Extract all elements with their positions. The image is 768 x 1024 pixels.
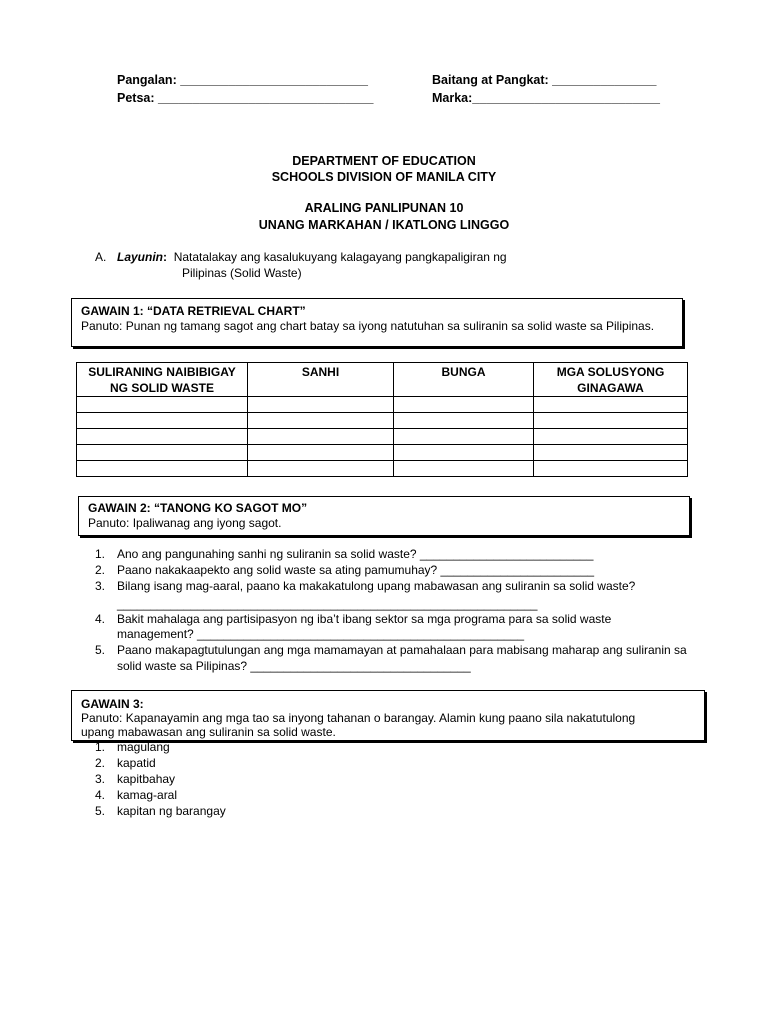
- layunin-letter: A.: [95, 250, 107, 264]
- table-cell[interactable]: [394, 413, 534, 429]
- question-3-answer-line[interactable]: _______________________________________________________________: [117, 597, 538, 611]
- table-cell[interactable]: [77, 429, 248, 445]
- table-cell[interactable]: [394, 445, 534, 461]
- table-cell[interactable]: [77, 413, 248, 429]
- question-1: Ano ang pangunahing sanhi ng suliranin sa solid waste? __________________________: [117, 547, 594, 561]
- question-5-line2[interactable]: solid waste sa Pilipinas? _________________________________: [117, 659, 471, 673]
- chart-header-solusyon: MGA SOLUSYONG GINAGAWA: [534, 363, 688, 397]
- table-cell[interactable]: [248, 445, 394, 461]
- question-number: 2.: [95, 563, 106, 577]
- list-item: magulang: [117, 740, 170, 754]
- question-2: Paano nakakaapekto ang solid waste sa ating pamumuhay? _______________________: [117, 563, 595, 577]
- question-4-line2[interactable]: management? _________________________________________________: [117, 627, 525, 641]
- list-item: kamag-aral: [117, 788, 178, 802]
- table-row: [77, 461, 688, 477]
- chart-header-sanhi: SANHI: [248, 363, 394, 397]
- gawain3-instruction-line2: upang mabawasan ang suliranin sa solid waste.: [81, 725, 336, 739]
- gawain1-title: GAWAIN 1: “DATA RETRIEVAL CHART”: [81, 304, 306, 318]
- table-cell[interactable]: [248, 413, 394, 429]
- table-cell[interactable]: [534, 461, 688, 477]
- baitang-field: Baitang at Pangkat: _______________: [432, 73, 657, 87]
- pangalan-field: Pangalan: ___________________________: [117, 73, 368, 87]
- question-3-line1: Bilang isang mag-aaral, paano ka makakatulong upang mabawasan ang suliranin sa solid waste?: [117, 579, 636, 593]
- question-4-line1: Bakit mahalaga ang partisipasyon ng iba’t ibang sektor sa mga programa para sa solid waste: [117, 612, 612, 626]
- gawain3-title: GAWAIN 3:: [81, 697, 144, 711]
- table-cell[interactable]: [534, 445, 688, 461]
- table-cell[interactable]: [77, 461, 248, 477]
- question-number: 3.: [95, 579, 106, 593]
- layunin-line1: Natatalakay ang kasalukuyang kalagayang pangkapaligiran ng: [173, 250, 507, 264]
- question-5-line1: Paano makapagtutulungan ang mga mamamayan at pamahalaan para mabisang maharap ang suliranin sa: [117, 643, 687, 657]
- division-title: SCHOOLS DIVISION OF MANILA CITY: [271, 170, 497, 184]
- gawain2-title: GAWAIN 2: “TANONG KO SAGOT MO”: [88, 501, 308, 515]
- table-cell[interactable]: [248, 397, 394, 413]
- list-number: 1.: [95, 740, 106, 754]
- table-cell[interactable]: [394, 429, 534, 445]
- table-cell[interactable]: [248, 429, 394, 445]
- data-retrieval-chart: [76, 362, 688, 477]
- chart-header-row: [77, 363, 688, 397]
- gawain1-box: [71, 298, 683, 347]
- layunin-line2: Pilipinas (Solid Waste): [182, 266, 302, 280]
- question-number: 1.: [95, 547, 106, 561]
- gawain3-instruction-line1: Panuto: Kapanayamin ang mga tao sa inyong tahanan o barangay. Alamin kung paano sila nakatutulong: [81, 711, 636, 725]
- table-row: [77, 397, 688, 413]
- list-number: 4.: [95, 788, 106, 802]
- layunin-colon: :: [163, 250, 168, 264]
- table-cell[interactable]: [394, 461, 534, 477]
- layunin-block: [117, 250, 507, 264]
- subject-title: ARALING PANLIPUNAN 10: [304, 201, 464, 215]
- list-number: 3.: [95, 772, 106, 786]
- table-cell[interactable]: [248, 461, 394, 477]
- table-cell[interactable]: [394, 397, 534, 413]
- list-item: kapatid: [117, 756, 156, 770]
- question-number: 4.: [95, 612, 106, 626]
- list-item: kapitbahay: [117, 772, 176, 786]
- quarter-title: UNANG MARKAHAN / IKATLONG LINGGO: [258, 218, 510, 232]
- marka-field: Marka:___________________________: [432, 91, 660, 105]
- gawain2-box: [78, 496, 690, 536]
- list-number: 2.: [95, 756, 106, 770]
- petsa-field: Petsa: _______________________________: [117, 91, 374, 105]
- list-number: 5.: [95, 804, 106, 818]
- table-row: [77, 445, 688, 461]
- layunin-label: Layunin: [117, 250, 164, 264]
- gawain2-instruction: Panuto: Ipaliwanag ang iyong sagot.: [88, 516, 282, 530]
- table-row: [77, 413, 688, 429]
- table-cell[interactable]: [534, 429, 688, 445]
- list-item: kapitan ng barangay: [117, 804, 226, 818]
- table-cell[interactable]: [534, 413, 688, 429]
- table-cell[interactable]: [77, 397, 248, 413]
- table-cell[interactable]: [77, 445, 248, 461]
- chart-header-bunga: BUNGA: [394, 363, 534, 397]
- gawain3-box: [71, 690, 705, 741]
- question-number: 5.: [95, 643, 106, 657]
- gawain1-instruction: Panuto: Punan ng tamang sagot ang chart batay sa iyong natutuhan sa suliranin sa solid waste sa Pilipinas.: [81, 319, 655, 333]
- table-row: [77, 429, 688, 445]
- chart-header-suliranin: SULIRANING NAIBIBIGAY NG SOLID WASTE: [77, 363, 248, 397]
- department-title: DEPARTMENT OF EDUCATION: [292, 154, 476, 168]
- table-cell[interactable]: [534, 397, 688, 413]
